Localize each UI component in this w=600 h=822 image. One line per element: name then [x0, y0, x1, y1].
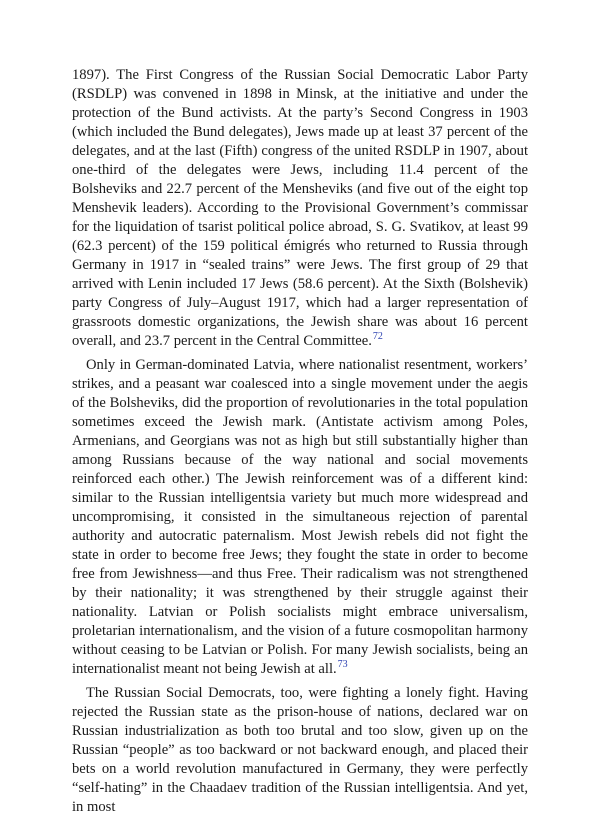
paragraph-text: The Russian Social Democrats, too, were fighting a lonely fight. Having rejected the Russian state as the prison-house of nations, declared war on Russian industrialization as both too brutal and too slow, given up on the Russian “people” as too backward or not backward enough, and placed their bets on a world revolution manufactured in Germany, they were perfectly “self-hating” in the Chaadaev tradition of the Russian intelligentsia. And yet, in most — [72, 685, 528, 815]
paragraph-text: Only in German-dominated Latvia, where nationalist resentment, workers’ strikes, and a peasant war coalesced into a single movement under the aegis of the Bolsheviks, did the proportion of revolutionaries in the total population sometimes exceed the Jewish mark. (Antistate activism among Poles, Armenians, and Georgians was not as high but still substantially higher than among Russians because of the way national and social movements reinforced each other.) The Jewish reinforcement was of a different kind: similar to the Russian intelligentsia variety but much more widespread and uncompromising, it consisted in the simultaneous rejection of parental authority and autocratic paternalism. Most Jewish rebels did not fight the state in order to become free Jews; they fought the state in order to become free from Jewishness—and thus Free. Their radicalism was not strengthened by their nationality; it was strengthened by their struggle against their nationality. Latvian or Polish socialists might embrace universalism, proletarian internationalism, and the vision of a future cosmopolitan harmony without ceasing to be Latvian or Polish. For many Jewish socialists, being an internationalist meant not being Jewish at all. — [72, 357, 528, 677]
footnote-link-72[interactable]: 72 — [372, 331, 383, 343]
paragraph-3 — [72, 684, 528, 817]
footnote-link-73[interactable]: 73 — [337, 659, 348, 671]
paragraph-1 — [72, 66, 528, 351]
paragraph-2 — [72, 356, 528, 679]
document-page — [72, 66, 528, 822]
paragraph-text: 1897). The First Congress of the Russian Social Democratic Labor Party (RSDLP) was convened in 1898 in Minsk, at the initiative and under the protection of the Bund activists. At the party’s Second Congress in 1903 (which included the Bund delegates), Jews made up at least 37 percent of the delegates, and at the last (Fifth) congress of the united RSDLP in 1907, about one-third of the delegates were Jews, including 11.4 percent of the Bolsheviks and 22.7 percent of the Mensheviks (and five out of the eight top Menshevik leaders). According to the Provisional Government’s commissar for the liquidation of tsarist political police abroad, S. G. Svatikov, at least 99 (62.3 percent) of the 159 political émigrés who returned to Russia through Germany in 1917 in “sealed trains” were Jews. The first group of 29 that arrived with Lenin included 17 Jews (58.6 percent). At the Sixth (Bolshevik) party Congress of July–August 1917, which had a larger representation of grassroots domestic organizations, the Jewish share was about 16 percent overall, and 23.7 percent in the Central Committee. — [72, 67, 528, 349]
